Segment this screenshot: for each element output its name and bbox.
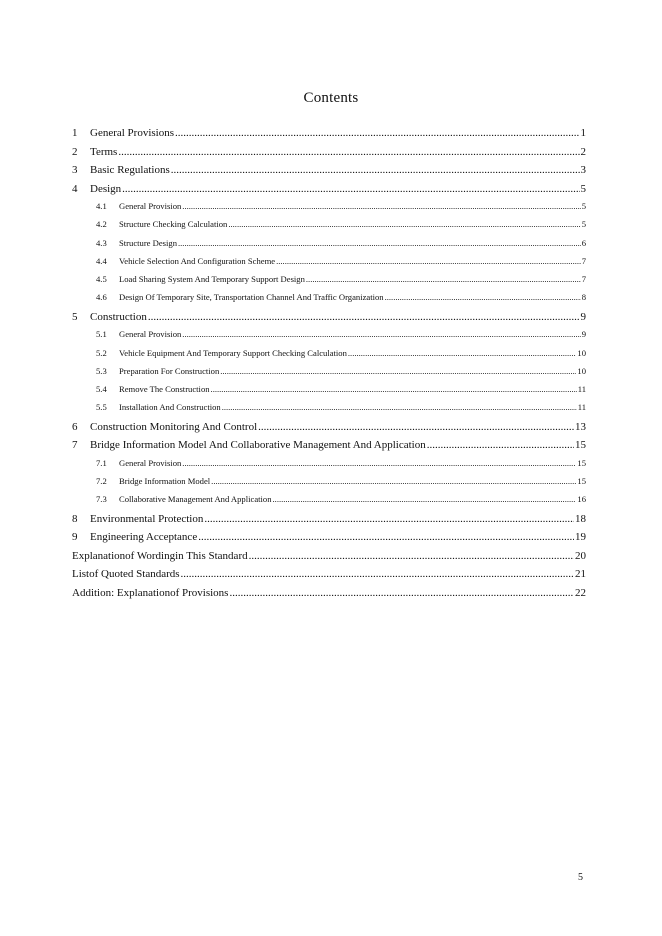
toc-entry-title: Vehicle Equipment And Temporary Support Checking Calculation <box>119 347 347 358</box>
toc-entry-title: Environmental Protection <box>90 512 204 525</box>
toc-entry-number: 5.2 <box>96 347 107 358</box>
toc-entry[interactable] <box>72 219 586 237</box>
toc-entry[interactable] <box>72 476 586 494</box>
dot-leader <box>182 329 580 339</box>
toc-entry-page: 11 <box>577 384 586 395</box>
toc-entry-page: 8 <box>581 292 586 303</box>
toc-entry[interactable] <box>72 201 586 219</box>
dot-leader <box>204 513 574 525</box>
toc-entry-page: 1 <box>580 127 586 139</box>
toc-entry-page: 7 <box>581 274 586 285</box>
dot-leader <box>228 219 580 229</box>
toc-entry[interactable] <box>72 329 586 347</box>
toc-entry[interactable] <box>72 458 586 476</box>
toc-entry-number: 4.4 <box>96 255 107 266</box>
toc-entry-page: 18 <box>575 512 586 525</box>
toc-entry[interactable] <box>72 384 586 402</box>
toc-entry-number: 4.1 <box>96 201 107 211</box>
toc-entry[interactable] <box>72 513 586 532</box>
toc-entry-title: Load Sharing System And Temporary Support Design <box>119 274 305 285</box>
toc-entry-number: 4 <box>72 182 78 195</box>
dot-leader <box>258 421 574 433</box>
toc-entry-page: 9 <box>581 329 586 340</box>
toc-entry-title: Engineering Acceptance <box>90 531 198 544</box>
toc-entry-page: 19 <box>575 531 586 544</box>
toc-entry[interactable] <box>72 183 586 202</box>
dot-leader <box>182 458 576 468</box>
toc-entry-page: 20 <box>575 549 586 562</box>
toc-entry-number: 7.3 <box>96 494 107 505</box>
toc-entry-page: 16 <box>577 494 586 505</box>
dot-leader <box>178 238 581 248</box>
dot-leader <box>171 164 580 176</box>
toc-entry-number: 4.3 <box>96 237 107 248</box>
toc-entry[interactable] <box>72 494 586 512</box>
toc-entry-title: Remove The Construction <box>119 384 210 395</box>
toc-entry-title: Design <box>90 182 122 195</box>
toc-entry-number: 5.5 <box>96 402 107 413</box>
page-number: 5 <box>578 872 583 883</box>
toc-entry-page: 13 <box>575 420 586 433</box>
toc-entry-title: Vehicle Selection And Configuration Scheme <box>119 255 276 266</box>
toc-entry-title: General Provision <box>119 329 182 340</box>
dot-leader <box>427 439 574 451</box>
toc-entry[interactable] <box>72 568 586 587</box>
table-of-contents <box>72 127 586 605</box>
toc-entry[interactable] <box>72 587 586 606</box>
toc-entry-page: 6 <box>581 237 586 248</box>
toc-entry-number: 4.5 <box>96 274 107 285</box>
dot-leader <box>306 274 581 284</box>
dot-leader <box>175 127 579 139</box>
toc-entry-number: 4.2 <box>96 219 107 230</box>
toc-entry-title: Preparation For Construction <box>119 365 220 376</box>
toc-entry-title: Structure Checking Calculation <box>119 219 228 230</box>
toc-entry-number: 7 <box>72 439 78 452</box>
toc-entry-number: 5.3 <box>96 365 107 376</box>
toc-entry-title: Collaborative Management And Application <box>119 494 272 505</box>
toc-entry-title: General Provision <box>119 457 182 468</box>
toc-entry[interactable] <box>72 238 586 256</box>
dot-leader <box>182 201 580 211</box>
dot-leader <box>118 146 579 158</box>
toc-entry-page: 22 <box>575 586 586 599</box>
toc-entry[interactable] <box>72 402 586 420</box>
dot-leader <box>122 183 579 195</box>
toc-entry-page: 11 <box>577 402 586 413</box>
dot-leader <box>249 550 574 562</box>
toc-entry-number: 6 <box>72 420 78 433</box>
toc-entry-title: Terms <box>90 145 118 158</box>
toc-entry-page: 21 <box>575 568 586 581</box>
toc-entry[interactable] <box>72 292 586 310</box>
toc-entry-number: 5.1 <box>96 329 107 340</box>
toc-entry[interactable] <box>72 127 586 146</box>
toc-entry-page: 10 <box>577 347 586 358</box>
toc-entry-page: 15 <box>577 476 586 487</box>
toc-entry[interactable] <box>72 256 586 274</box>
dot-leader <box>181 568 574 580</box>
toc-entry-page: 5 <box>581 219 586 230</box>
toc-entry[interactable] <box>72 550 586 569</box>
toc-entry-page: 15 <box>575 439 586 452</box>
toc-entry-number: 2 <box>72 145 78 158</box>
toc-entry-title: Explanationof Wordingin This Standard <box>72 549 248 562</box>
toc-entry-page: 5 <box>580 182 586 195</box>
toc-entry-number: 5 <box>72 310 78 323</box>
toc-entry-page: 2 <box>580 145 586 158</box>
dot-leader <box>222 402 577 412</box>
toc-entry-number: 5.4 <box>96 384 107 395</box>
toc-entry-number: 7.1 <box>96 457 107 468</box>
toc-entry-number: 9 <box>72 531 78 544</box>
dot-leader <box>198 531 574 543</box>
toc-entry[interactable] <box>72 274 586 292</box>
toc-entry[interactable] <box>72 164 586 183</box>
toc-entry-page: 3 <box>580 164 586 176</box>
toc-entry-title: General Provisions <box>90 127 175 139</box>
toc-entry[interactable] <box>72 421 586 440</box>
toc-entry[interactable] <box>72 366 586 384</box>
toc-entry[interactable] <box>72 348 586 366</box>
toc-entry-title: Installation And Construction <box>119 402 221 413</box>
toc-entry-title: Listof Quoted Standards <box>72 568 180 581</box>
toc-entry-page: 15 <box>577 457 586 468</box>
toc-entry-number: 7.2 <box>96 476 107 487</box>
toc-entry-title: General Provision <box>119 201 182 211</box>
toc-entry-page: 9 <box>580 310 586 323</box>
dot-leader <box>348 348 577 358</box>
toc-entry-number: 1 <box>72 127 78 139</box>
toc-entry-title: Structure Design <box>119 237 177 248</box>
dot-leader <box>211 384 577 394</box>
dot-leader <box>220 366 576 376</box>
toc-entry-page: 10 <box>577 365 586 376</box>
toc-entry-title: Addition: Explanationof Provisions <box>72 586 229 599</box>
toc-entry-number: 8 <box>72 512 78 525</box>
toc-entry-title: Design Of Temporary Site, Transportation Channel And Traffic Organization <box>119 292 384 303</box>
toc-entry-title: Bridge Information Model <box>119 476 211 487</box>
dot-leader <box>229 587 574 599</box>
toc-entry-page: 7 <box>581 255 586 266</box>
toc-entry-number: 3 <box>72 164 78 176</box>
toc-entry-number: 4.6 <box>96 292 107 303</box>
toc-entry[interactable] <box>72 531 586 550</box>
toc-entry[interactable] <box>72 439 586 458</box>
toc-entry[interactable] <box>72 311 586 330</box>
toc-entry-title: Basic Regulations <box>90 164 170 176</box>
dot-leader <box>273 494 577 504</box>
dot-leader <box>211 476 576 486</box>
toc-entry-title: Bridge Information Model And Collaborative Management And Application <box>90 439 426 452</box>
page-title: Contents <box>303 90 359 106</box>
dot-leader <box>385 292 581 302</box>
toc-entry-page: 5 <box>581 201 586 211</box>
toc-entry-title: Construction Monitoring And Control <box>90 420 258 433</box>
dot-leader <box>148 311 580 323</box>
toc-entry-title: Construction <box>90 310 147 323</box>
toc-entry[interactable] <box>72 146 586 165</box>
dot-leader <box>276 256 581 266</box>
